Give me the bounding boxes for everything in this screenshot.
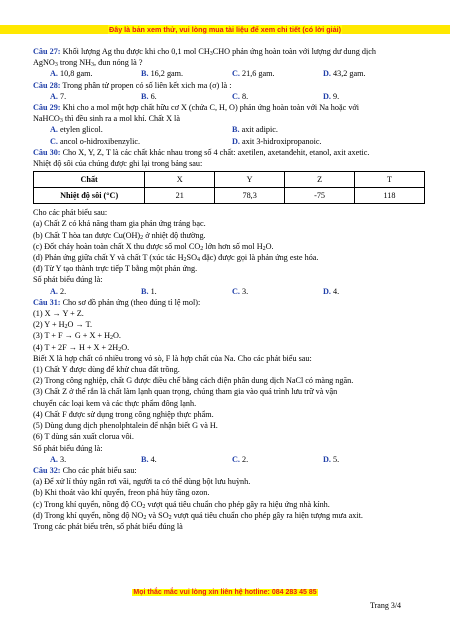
- table-header: Chất: [34, 172, 145, 188]
- option-c[interactable]: C. ancol o-hidroxibenzylic.: [50, 136, 141, 146]
- option-b[interactable]: B. 1.: [141, 286, 157, 296]
- option-a[interactable]: A. 7.: [50, 91, 67, 101]
- option-a[interactable]: A. 2.: [50, 286, 67, 296]
- statement: (b) Khi thoát vào khí quyển, freon phá hủy tầng ozon.: [33, 488, 210, 498]
- hotline-footer: Mọi thắc mắc vui lòng xin liên hệ hotline: 084 283 45 85: [133, 589, 317, 596]
- option-d[interactable]: D. 5.: [323, 454, 340, 464]
- table-cell: 118: [355, 188, 425, 204]
- table-header: T: [355, 172, 425, 188]
- option-a[interactable]: A. 10,8 gam.: [50, 69, 93, 79]
- statement: Trong các phát biểu trên, số phát biểu đúng là: [33, 521, 183, 531]
- answer-options: [33, 68, 423, 79]
- page-number: Trang 3/4: [370, 601, 402, 610]
- document-content: Câu 27: Khối lượng Ag thu được khi cho 0,1 mol $CH_3CHO$ phản ứng hoàn toàn với lượng dư dung dịch AgNO$_3$ trong $NH_3$, đun nóng là ? A. 10,8 gam. B. 16,2 gam. C. 21,6 gam. D. 43,2 gam. Câu 28: Trong phân tử propen có số liên kết xich ma (σ) là : A. 7. B. 6. C. 8. D. 9. Câu 29: Khi cho a mol một hợp chất hữu cơ X (chứa C, H, O) phản ứng hoàn toàn với Na hoặc với NaHCO$_3$ thì đều sinh ra a mol khí. Chất X là A. etylen glicol. B. axit adipic. C. ancol o-hidroxibenzylic. D. axit 3-hidroxipropanoic. Câu 30: Cho X, Y, Z, T là các chất khác nhau trong số 4 chất: axetilen, axetanđehit, etanol, axit axetic. Nhiệt độ sôi của chúng được ghi lại trong bảng sau: Chất X Y Z T Nhiệt độ sôi (°C) 21 78,3 -75 118 Cho các phát biểu sau: (a) Chất Z có khả năng tham gia phản ứng tráng bạc. (b) Chất T hòa tan được $Cu(OH)_2$ ở nhiệt độ thường. (c) Đốt cháy hoàn toàn chất X thu được số mol $CO_2$ lớn hơn số mol $H_2O$. (d) Phản ứng giữa chất Y và chất T (xúc tác $H_2SO_4$ đặc) được gọi là phản ứng este hóa. (đ) Từ Y tạo thành trực tiếp T bằng một phản ứng. Số phát biểu đúng là: A. 2. B. 1. C. 3. D. 4. Câu 31: Cho sơ đồ phản ứng (theo đúng tỉ lệ mol): (1) X → Y + Z. (2) $Y + H_2O \to T$. (3) $T + F \to G + X + H_2O$. (4) $T + 2F \to H + X + 2H_2O$. Biết X là hợp chất có nhiều trong vỏ sò, F là hợp chất của Na. Cho các phát biểu sau: (1) Chất Y được dùng để khử chua đất trồng. (2) Trong công nghiệp, chất G được điều chế bằng cách điện phân dung dịch NaCl có màng ngăn. (3) Chất Z ở thể rắn là chất làm lạnh quan trọng, chúng tham gia vào quá trình lưu trữ và vận chuyển các loại kem và các thực phẩm đông lạnh. (4) Chất F được sử dụng trong công nghiệp thực phẩm. (5) Dùng dung dịch phenolphtalein để nhận biết G và H. (6) T dùng sản xuất clorua vôi. Số phát biểu đúng là: A. 3. B. 4. C. 2. D. 5. Câu 32: Cho các phát biểu sau: (a) Để xử lí thủy ngân rơi vãi, người ta có thể dùng bột lưu huỳnh. (b) Khi thoát vào khí quyển, freon phá hủy tầng ozon. (c) Trong khí quyển, nồng độ $CO_2$ vượt quá tiêu chuẩn cho phép gây ra hiệu ứng nhà kính. (d) Trong khí quyển, nồng độ $NO_2$ và $SO_2$ vượt quá tiêu chuẩn cho phép gây ra hiện tượng mưa axit. Trong các phát biểu trên, số phát biểu đúng là: [33, 46, 423, 532]
- answer-options: [33, 124, 423, 135]
- table-header: X: [145, 172, 215, 188]
- reaction: (2) $Y + H_2O \to T$.: [33, 320, 93, 331]
- reaction: (3) $T + F \to G + X + H_2O$.: [33, 331, 121, 342]
- question-31: Câu 31: Cho sơ đồ phản ứng (theo đúng tỉ lệ mol):: [33, 297, 201, 307]
- statement: (1) Chất Y được dùng để khử chua đất trồng.: [33, 365, 180, 375]
- statement: (đ) Từ Y tạo thành trực tiếp T bằng một phản ứng.: [33, 264, 198, 274]
- option-b[interactable]: B. axit adipic.: [232, 125, 278, 135]
- option-c[interactable]: C. 8.: [232, 91, 249, 101]
- table-cell: -75: [285, 188, 355, 204]
- statement: (a) Chất Z có khả năng tham gia phản ứng tráng bạc.: [33, 219, 206, 229]
- table-cell: 21: [145, 188, 215, 204]
- statement: (c) Đốt cháy hoàn toàn chất X thu được số mol $CO_2$ lớn hơn số mol $H_2O$.: [33, 241, 274, 252]
- statement: (5) Dùng dung dịch phenolphtalein để nhận biết G và H.: [33, 421, 218, 431]
- answer-options: [33, 286, 423, 297]
- question-label: Câu 27:: [33, 47, 61, 56]
- statement: (2) Trong công nghiệp, chất G được điều chế bằng cách điện phân dung dịch NaCl có màng ngăn.: [33, 376, 354, 386]
- reaction: (1) X → Y + Z.: [33, 309, 84, 319]
- option-b[interactable]: B. 4.: [141, 454, 157, 464]
- answer-options: [33, 454, 423, 465]
- preview-banner: Đây là bản xem thử, vui lòng mua tài liệu để xem chi tiết (có lời giải): [0, 25, 450, 34]
- question-29: Câu 29: Khi cho a mol một hợp chất hữu cơ X (chứa C, H, O) phản ứng hoàn toàn với Na hoặc với: [33, 103, 360, 113]
- option-c[interactable]: C. 2.: [232, 454, 249, 464]
- statement: (3) Chất Z ở thể rắn là chất làm lạnh quan trọng, chúng tham gia vào quá trình lưu trữ và vận: [33, 387, 338, 397]
- statement: (d) Trong khí quyển, nồng độ $NO_2$ và $SO_2$ vượt quá tiêu chuẩn cho phép gây ra hiện tượng mưa axit.: [33, 510, 363, 521]
- option-d[interactable]: D. 9.: [323, 91, 340, 101]
- statement: (b) Chất T hòa tan được $Cu(OH)_2$ ở nhiệt độ thường.: [33, 230, 206, 241]
- reaction: (4) $T + 2F \to H + X + 2H_2O$.: [33, 342, 130, 353]
- answer-options: [33, 91, 423, 102]
- question-28: Câu 28: Trong phân tử propen có số liên kết xich ma (σ) là :: [33, 80, 232, 90]
- statement: (6) T dùng sản xuất clorua vôi.: [33, 432, 134, 442]
- table-header: Y: [215, 172, 285, 188]
- question-32: Câu 32: Cho các phát biểu sau:: [33, 465, 137, 475]
- question-30: Câu 30: Cho X, Y, Z, T là các chất khác nhau trong số 4 chất: axetilen, axetanđehit, etanol, axit axetic.: [33, 147, 370, 157]
- statement: (d) Phản ứng giữa chất Y và chất T (xúc tác $H_2SO_4$ đặc) được gọi là phản ứng este hóa.: [33, 253, 319, 264]
- statement: chuyển các loại kem và các thực phẩm đông lạnh.: [33, 398, 197, 408]
- option-a[interactable]: A. 3.: [50, 454, 67, 464]
- option-d[interactable]: D. 4.: [323, 286, 340, 296]
- statement: (a) Để xử lí thủy ngân rơi vãi, người ta có thể dùng bột lưu huỳnh.: [33, 477, 251, 487]
- statement: (c) Trong khí quyển, nồng độ $CO_2$ vượt quá tiêu chuẩn cho phép gây ra hiệu ứng nhà kính.: [33, 499, 330, 510]
- option-d[interactable]: D. axit 3-hidroxipropanoic.: [232, 136, 322, 146]
- question-27: Câu 27: Khối lượng Ag thu được khi cho 0,1 mol $CH_3CHO$ phản ứng hoàn toàn với lượng dư dung dịch: [33, 47, 376, 57]
- option-b[interactable]: B. 6.: [141, 91, 157, 101]
- boiling-point-table: [33, 171, 425, 204]
- option-c[interactable]: C. 3.: [232, 286, 249, 296]
- option-d[interactable]: D. 43,2 gam.: [323, 69, 366, 79]
- option-c[interactable]: C. 21,6 gam.: [232, 69, 275, 79]
- statement: (4) Chất F được sử dụng trong công nghiệp thực phẩm.: [33, 409, 214, 419]
- table-cell: Nhiệt độ sôi (°C): [34, 188, 145, 204]
- table-header: Z: [285, 172, 355, 188]
- option-a[interactable]: A. etylen glicol.: [50, 125, 103, 135]
- option-b[interactable]: B. 16,2 gam.: [141, 69, 184, 79]
- table-cell: 78,3: [215, 188, 285, 204]
- answer-options: [33, 136, 423, 147]
